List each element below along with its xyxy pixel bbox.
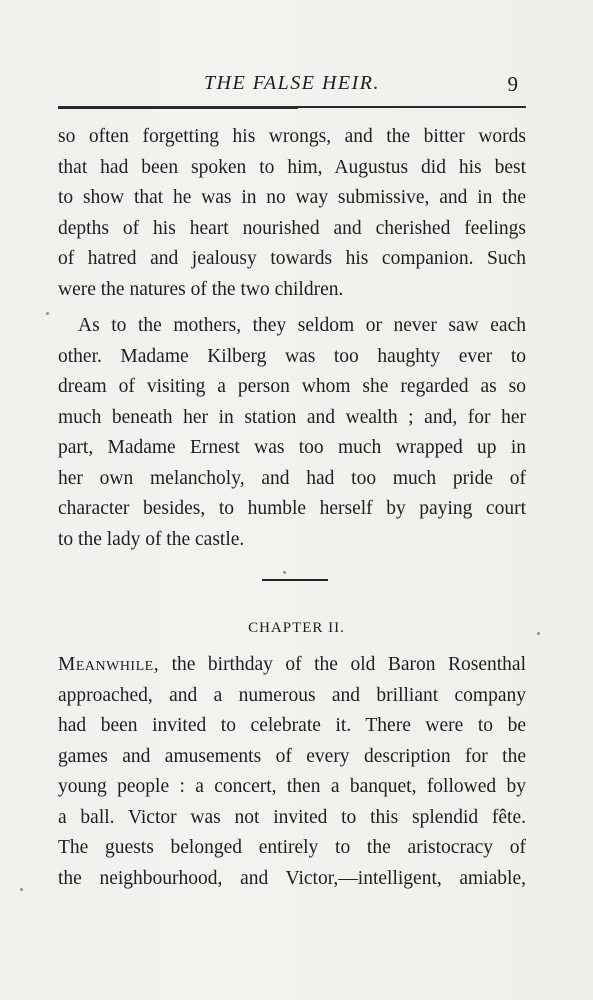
paragraph-3-line: games and amusements of every description for the: [58, 745, 526, 767]
paragraph-2-line: dream of visiting a person whom she regarded as so: [58, 376, 526, 397]
page-header: [58, 70, 526, 100]
header-rule-inner: [58, 108, 298, 109]
paragraph-3-line: approached, and a numerous and brilliant company: [58, 684, 526, 706]
paragraph-3-line: the neighbourhood, and Victor,—intelligent, amiable,: [58, 867, 526, 889]
paragraph-2-line: character besides, to humble herself by paying court: [58, 498, 526, 519]
paragraph-2-line: As to the mothers, they seldom or never saw each: [78, 315, 526, 336]
paragraph-1-line: that had been spoken to him, Augustus did his best: [58, 156, 526, 178]
paragraph-2: [58, 311, 526, 555]
paragraph-1-line: so often forgetting his wrongs, and the bitter words: [58, 126, 526, 147]
paragraph-1-line: depths of his heart nourished and cherished feelings: [58, 217, 526, 239]
paragraph-3-first-line: [58, 650, 526, 681]
opening-word: Meanwhile,: [58, 654, 160, 675]
paragraph-1: [58, 122, 526, 305]
paragraph-3-first-line-text: the birthday of the old Baron Rosenthal: [159, 654, 526, 675]
chapter-heading: CHAPTER II.: [248, 620, 345, 636]
section-divider: [262, 579, 328, 581]
paragraph-2-line: to the lady of the castle.: [58, 528, 245, 550]
paragraph-1-line: to show that he was in no way submissive, and in the: [58, 187, 526, 208]
paragraph-2-line: part, Madame Ernest was too much wrapped up in: [58, 437, 526, 458]
paragraph-3-line: a ball. Victor was not invited to this splendid fête.: [58, 806, 526, 828]
paragraph-3-line: young people : a concert, then a banquet, followed by: [58, 776, 526, 797]
paper-speck: [537, 632, 540, 635]
paper-speck: [20, 888, 23, 891]
paragraph-2-line: much beneath her in station and wealth ; and, for her: [58, 406, 526, 428]
paragraph-2-line: her own melancholy, and had too much pride of: [58, 467, 526, 489]
paragraph-3-line: The guests belonged entirely to the aristocracy of: [58, 837, 526, 858]
paragraph-3: [58, 650, 526, 894]
paper-speck: [46, 312, 49, 315]
paragraph-1-line: were the natures of the two children.: [58, 278, 344, 300]
running-title: THE FALSE HEIR.: [203, 72, 380, 94]
page-number: 9: [507, 72, 518, 96]
paragraph-2-line: other. Madame Kilberg was too haughty ever to: [58, 345, 526, 367]
paragraph-3-line: had been invited to celebrate it. There were to be: [58, 715, 526, 736]
paper-speck: [283, 571, 286, 574]
paragraph-1-line: of hatred and jealousy towards his companion. Such: [58, 248, 526, 269]
